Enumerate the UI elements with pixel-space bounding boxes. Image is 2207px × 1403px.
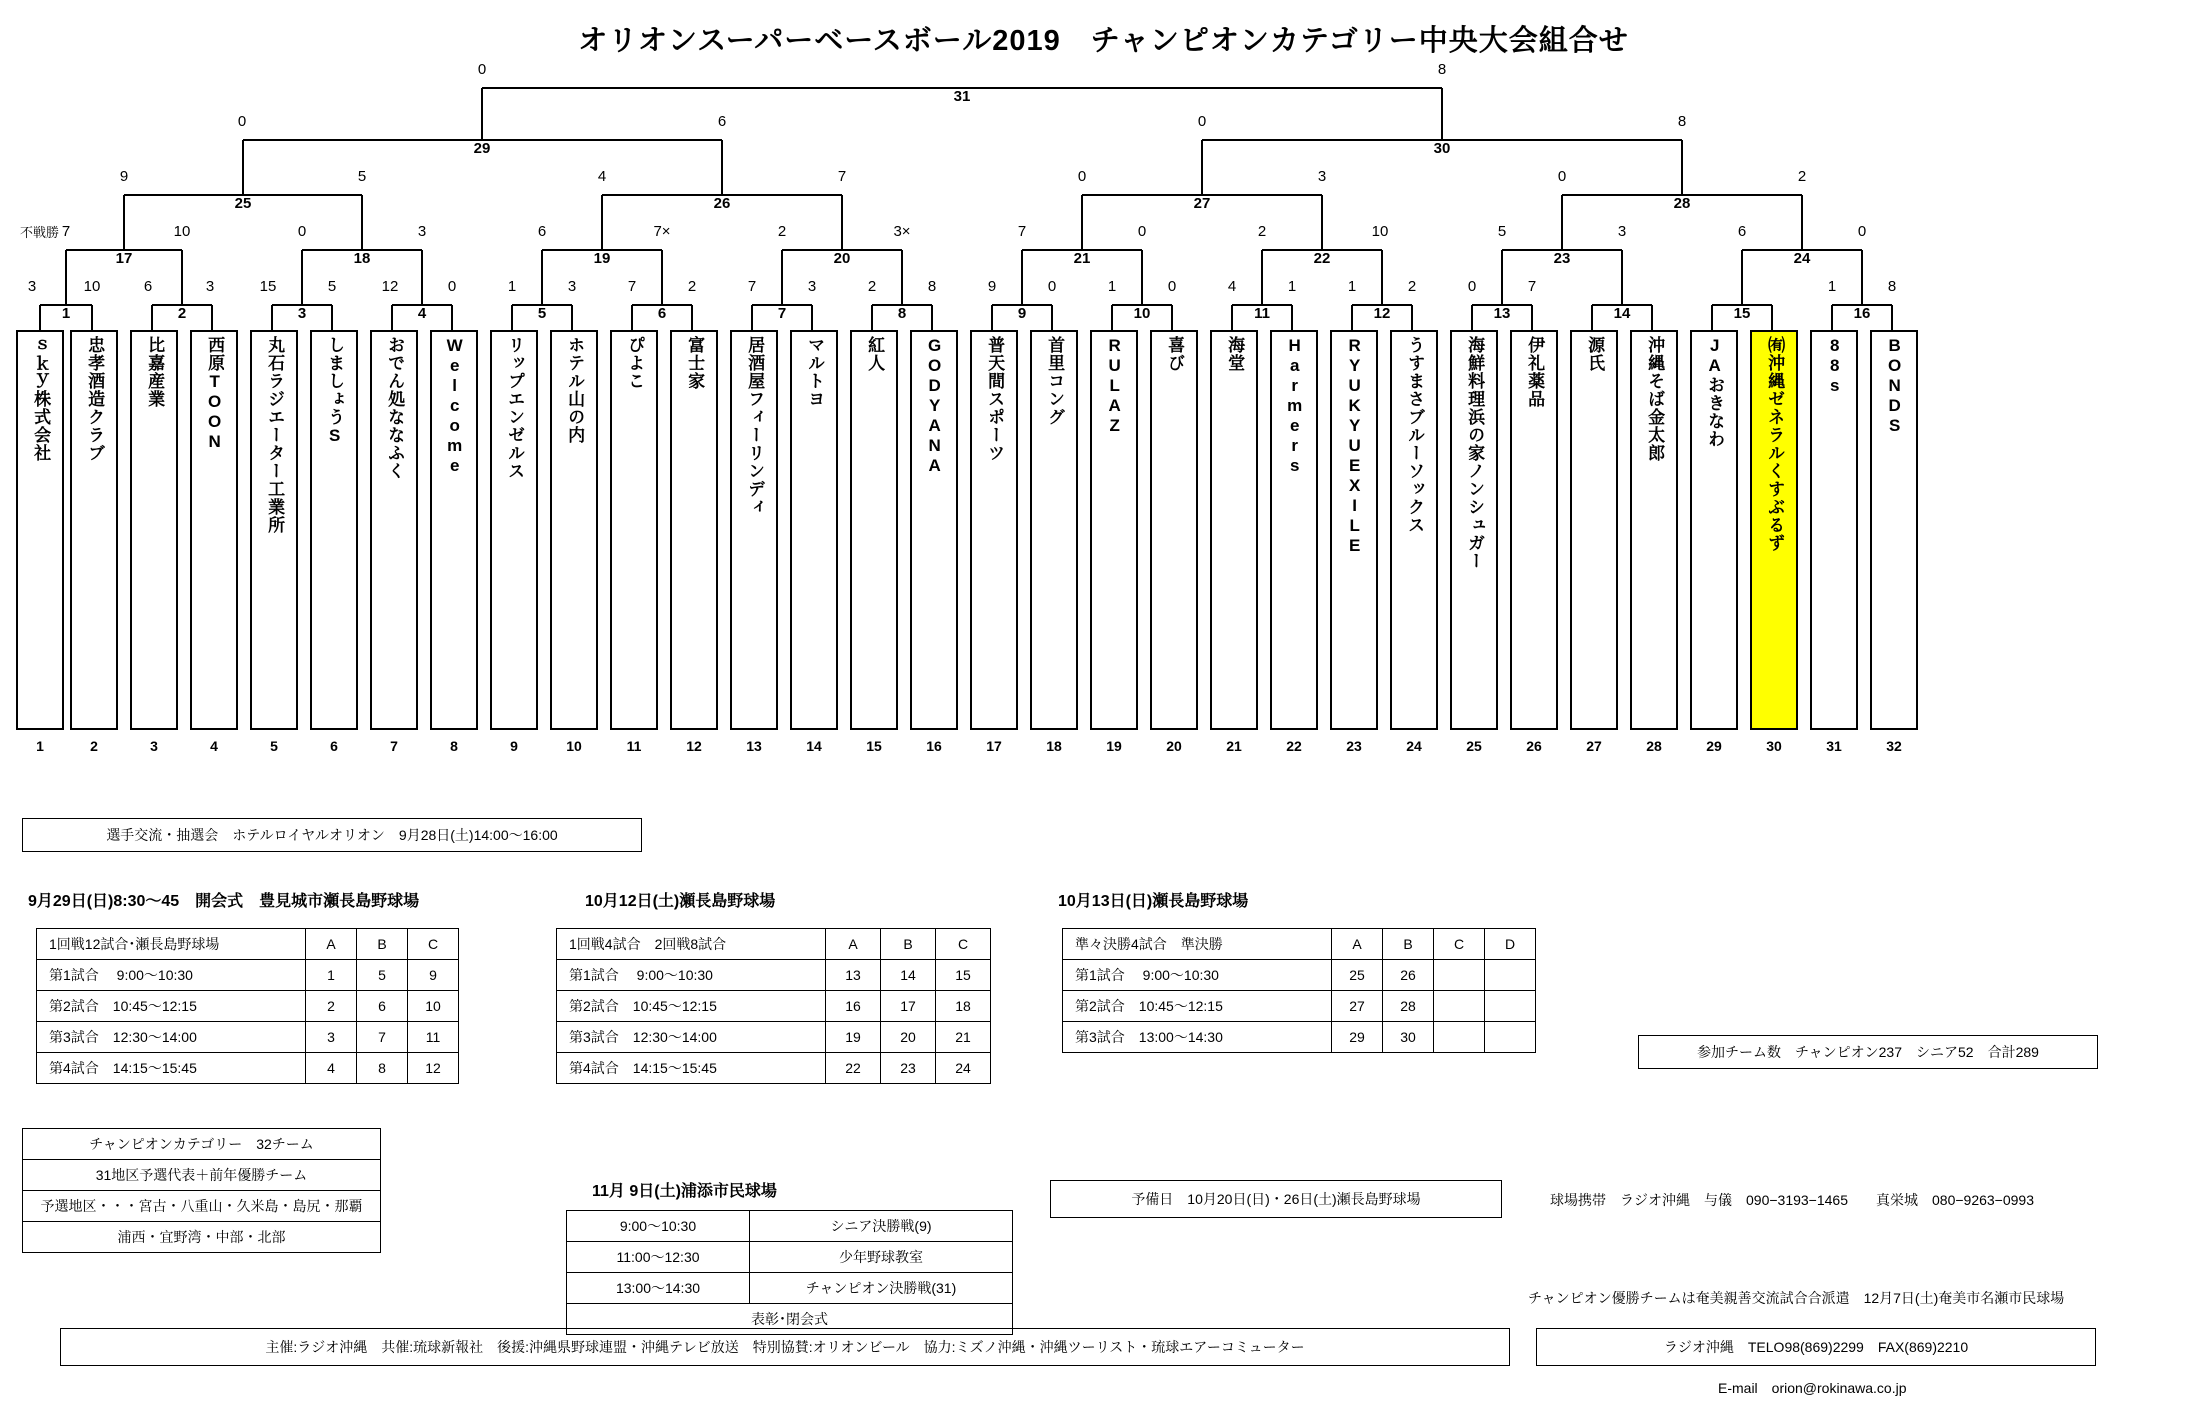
day2-table-title: 1回戦4試合 2回戦8試合 bbox=[557, 929, 826, 960]
score-r2-6-right: 10 bbox=[1371, 223, 1389, 240]
team-name: Welcome bbox=[445, 336, 465, 476]
day3-row1-label: 第1試合 9:00〜10:30 bbox=[1063, 960, 1332, 991]
day3-row2-b: 28 bbox=[1383, 991, 1434, 1022]
day1-row3-b: 7 bbox=[357, 1022, 408, 1053]
match-no-19: 19 bbox=[593, 250, 611, 267]
day1-row1-c: 9 bbox=[408, 960, 459, 991]
category-row-1: チャンピオンカテゴリー 32チーム bbox=[23, 1129, 381, 1160]
team-name: 普天間スポーツ bbox=[985, 336, 1005, 462]
table-row bbox=[567, 1242, 1013, 1273]
table-row bbox=[567, 1273, 1013, 1304]
day3-row3-a: 29 bbox=[1332, 1022, 1383, 1053]
team-name: 沖縄そば金太郎 bbox=[1645, 336, 1665, 462]
score-r1-2-right: 3 bbox=[205, 278, 215, 295]
team-no-16: 16 bbox=[926, 738, 942, 754]
team-no-10: 10 bbox=[566, 738, 582, 754]
team-no-25: 25 bbox=[1466, 738, 1482, 754]
page-title: オリオンスーパーベースボール2019 チャンピオンカテゴリー中央大会組合せ bbox=[578, 25, 1629, 57]
day1-col-c: C bbox=[408, 929, 459, 960]
team-no-22: 22 bbox=[1286, 738, 1302, 754]
day2-row2-label: 第2試合 10:45〜12:15 bbox=[557, 991, 826, 1022]
table-row bbox=[557, 1053, 991, 1084]
day3-row3-c bbox=[1434, 1022, 1485, 1053]
team-name: JAおきなわ bbox=[1705, 336, 1725, 448]
team-box-19[interactable] bbox=[1090, 330, 1138, 730]
day2-row4-c: 24 bbox=[936, 1053, 991, 1084]
nov-table bbox=[566, 1210, 1013, 1335]
team-no-14: 14 bbox=[806, 738, 822, 754]
team-name: 丸石ラジエーター工業所 bbox=[265, 336, 285, 534]
team-no-30: 30 bbox=[1766, 738, 1782, 754]
score-r1-14-left: 1 bbox=[1827, 278, 1837, 295]
team-box-4[interactable] bbox=[190, 330, 238, 730]
score-r1-10-left: 1 bbox=[1107, 278, 1117, 295]
team-box-29[interactable] bbox=[1690, 330, 1738, 730]
seed-winner-7: 7 bbox=[777, 305, 787, 322]
team-name: 海堂 bbox=[1225, 336, 1245, 372]
score-semi-2-left: 0 bbox=[1197, 113, 1207, 130]
match-no-22: 22 bbox=[1313, 250, 1331, 267]
team-no-8: 8 bbox=[450, 738, 458, 754]
score-r1-9-right: 0 bbox=[1047, 278, 1057, 295]
team-no-24: 24 bbox=[1406, 738, 1422, 754]
team-box-18[interactable] bbox=[1030, 330, 1078, 730]
day2-col-a: A bbox=[826, 929, 881, 960]
score-r1-6-right: 2 bbox=[687, 278, 697, 295]
nov-row1-event: シニア決勝戦(9) bbox=[750, 1211, 1013, 1242]
score-r1-2-left: 6 bbox=[143, 278, 153, 295]
team-box-30[interactable] bbox=[1750, 330, 1798, 730]
score-r1-1-left: 3 bbox=[27, 278, 37, 295]
table-row bbox=[37, 991, 459, 1022]
score-r2-6-left: 2 bbox=[1257, 223, 1267, 240]
day2-row2-b: 17 bbox=[881, 991, 936, 1022]
score-r1-10-right: 0 bbox=[1167, 278, 1177, 295]
team-box-23[interactable] bbox=[1330, 330, 1378, 730]
seed-winner-16: 16 bbox=[1853, 305, 1871, 322]
team-name: RYUKYUEXILE bbox=[1345, 336, 1365, 556]
team-no-18: 18 bbox=[1046, 738, 1062, 754]
team-box-20[interactable] bbox=[1150, 330, 1198, 730]
team-no-5: 5 bbox=[270, 738, 278, 754]
team-box-24[interactable] bbox=[1390, 330, 1438, 730]
nov-row2-time: 11:00〜12:30 bbox=[567, 1242, 750, 1273]
day1-row1-b: 5 bbox=[357, 960, 408, 991]
team-box-31[interactable] bbox=[1810, 330, 1858, 730]
day1-row3-a: 3 bbox=[306, 1022, 357, 1053]
footer-right: ラジオ沖縄 TELO98(869)2299 FAX(869)2210 bbox=[1536, 1328, 2096, 1366]
team-box-5[interactable] bbox=[250, 330, 298, 730]
day3-col-d: D bbox=[1485, 929, 1536, 960]
nov-heading: 11月 9日(土)浦添市民球場 bbox=[592, 1183, 777, 1200]
day3-row1-a: 25 bbox=[1332, 960, 1383, 991]
score-r1-4-left: 12 bbox=[381, 278, 399, 295]
score-r1-8-left: 2 bbox=[867, 278, 877, 295]
bye-label: 不戦勝 bbox=[20, 225, 60, 240]
score-r1-5-left: 1 bbox=[507, 278, 517, 295]
table-row bbox=[23, 1191, 381, 1222]
team-box-3[interactable] bbox=[130, 330, 178, 730]
score-r1-14-right: 8 bbox=[1887, 278, 1897, 295]
score-r1-4-right: 0 bbox=[447, 278, 457, 295]
team-no-3: 3 bbox=[150, 738, 158, 754]
day3-row2-c bbox=[1434, 991, 1485, 1022]
nov-row3-time: 13:00〜14:30 bbox=[567, 1273, 750, 1304]
team-no-9: 9 bbox=[510, 738, 518, 754]
score-r3-4-right: 2 bbox=[1797, 168, 1807, 185]
match-no-24: 24 bbox=[1793, 250, 1811, 267]
seed-winner-11: 11 bbox=[1254, 305, 1270, 322]
match-no-28: 28 bbox=[1673, 195, 1691, 212]
score-r1-11-right: 1 bbox=[1287, 278, 1297, 295]
day2-col-c: C bbox=[936, 929, 991, 960]
team-name: ｓｋｙ株式会社 bbox=[31, 336, 51, 462]
day1-row3-label: 第3試合 12:30〜14:00 bbox=[37, 1022, 306, 1053]
team-box-26[interactable] bbox=[1510, 330, 1558, 730]
day1-row4-c: 12 bbox=[408, 1053, 459, 1084]
score-r1-13-right: 7 bbox=[1527, 278, 1537, 295]
score-final-right: 8 bbox=[1437, 61, 1447, 78]
participants-box: 参加チーム数 チャンピオン237 シニア52 合計289 bbox=[1638, 1035, 2098, 1069]
seed-winner-5: 5 bbox=[537, 305, 547, 322]
score-r3-1-right: 5 bbox=[357, 168, 367, 185]
table-row bbox=[23, 1129, 381, 1160]
score-r3-2-left: 4 bbox=[597, 168, 607, 185]
score-semi-2-right: 8 bbox=[1677, 113, 1687, 130]
team-box-11[interactable] bbox=[610, 330, 658, 730]
team-box-25[interactable] bbox=[1450, 330, 1498, 730]
score-r1-1-right: 10 bbox=[83, 278, 101, 295]
day3-row2-d bbox=[1485, 991, 1536, 1022]
score-r1-7-left: 7 bbox=[747, 278, 757, 295]
table-row bbox=[23, 1222, 381, 1253]
team-box-7[interactable] bbox=[370, 330, 418, 730]
score-r1-12-right: 2 bbox=[1407, 278, 1417, 295]
team-no-13: 13 bbox=[746, 738, 762, 754]
team-no-17: 17 bbox=[986, 738, 1002, 754]
match-no-25: 25 bbox=[234, 195, 252, 212]
team-name: 首里コング bbox=[1045, 336, 1065, 426]
footer-email: E-mail orion@rokinawa.co.jp bbox=[1718, 1380, 1907, 1396]
table-row bbox=[567, 1211, 1013, 1242]
team-name: うすまさブルーソックス bbox=[1405, 336, 1425, 534]
team-name: 忠孝酒造クラブ bbox=[85, 336, 105, 462]
team-no-31: 31 bbox=[1826, 738, 1842, 754]
team-name: ホテル山の内 bbox=[565, 336, 585, 444]
team-name: 富士家 bbox=[685, 336, 705, 390]
nov-row1-time: 9:00〜10:30 bbox=[567, 1211, 750, 1242]
day1-table-title: 1回戦12試合･瀬長島野球場 bbox=[37, 929, 306, 960]
team-box-27[interactable] bbox=[1570, 330, 1618, 730]
day1-row2-a: 2 bbox=[306, 991, 357, 1022]
table-row bbox=[37, 960, 459, 991]
team-no-29: 29 bbox=[1706, 738, 1722, 754]
category-box bbox=[22, 1128, 381, 1253]
nov-row4-event: 表彰･閉会式 bbox=[567, 1304, 1013, 1335]
team-box-8[interactable] bbox=[430, 330, 478, 730]
tournament-bracket bbox=[0, 60, 2207, 790]
day2-row3-b: 20 bbox=[881, 1022, 936, 1053]
score-semi-1-left: 0 bbox=[237, 113, 247, 130]
score-r1-5-right: 3 bbox=[567, 278, 577, 295]
match-no-17: 17 bbox=[115, 250, 133, 267]
day1-row2-label: 第2試合 10:45〜12:15 bbox=[37, 991, 306, 1022]
team-box-16[interactable] bbox=[910, 330, 958, 730]
table-row bbox=[557, 960, 991, 991]
team-no-2: 2 bbox=[90, 738, 98, 754]
day3-row1-b: 26 bbox=[1383, 960, 1434, 991]
table-row bbox=[37, 1022, 459, 1053]
score-r3-1-left: 9 bbox=[119, 168, 129, 185]
score-r2-1-left: 7 bbox=[61, 223, 71, 240]
day2-row1-b: 14 bbox=[881, 960, 936, 991]
team-no-23: 23 bbox=[1346, 738, 1362, 754]
day2-row4-a: 22 bbox=[826, 1053, 881, 1084]
day1-table bbox=[36, 928, 459, 1084]
team-no-11: 11 bbox=[626, 738, 642, 754]
table-row bbox=[1063, 991, 1536, 1022]
match-no-26: 26 bbox=[713, 195, 731, 212]
score-r1-11-left: 4 bbox=[1227, 278, 1237, 295]
team-name: しましょうS bbox=[325, 336, 345, 446]
seed-winner-14: 14 bbox=[1613, 305, 1631, 322]
team-name: マルトヨ bbox=[805, 336, 825, 408]
table-row bbox=[23, 1160, 381, 1191]
team-box-10[interactable] bbox=[550, 330, 598, 730]
team-no-19: 19 bbox=[1106, 738, 1122, 754]
match-no-30: 30 bbox=[1433, 140, 1451, 157]
score-r2-7-right: 3 bbox=[1617, 223, 1627, 240]
score-r2-7-left: 5 bbox=[1497, 223, 1507, 240]
footer-left: 主催:ラジオ沖縄 共催:琉球新報社 後援:沖縄県野球連盟・沖縄テレビ放送 特別協賛:オリオンビール 協力:ミズノ沖縄・沖縄ツーリスト・琉球エアーコミューター bbox=[60, 1328, 1510, 1366]
day2-row1-c: 15 bbox=[936, 960, 991, 991]
score-final-left: 0 bbox=[477, 61, 487, 78]
team-box-6[interactable] bbox=[310, 330, 358, 730]
nov-row2-event: 少年野球教室 bbox=[750, 1242, 1013, 1273]
team-no-12: 12 bbox=[686, 738, 702, 754]
team-name: 88s bbox=[1825, 336, 1845, 396]
day2-row2-a: 16 bbox=[826, 991, 881, 1022]
score-r2-3-left: 6 bbox=[537, 223, 547, 240]
score-r2-8-left: 6 bbox=[1737, 223, 1747, 240]
team-no-15: 15 bbox=[866, 738, 882, 754]
score-r1-9-left: 9 bbox=[987, 278, 997, 295]
table-row bbox=[557, 991, 991, 1022]
day1-heading: 9月29日(日)8:30〜45 開会式 豊見城市瀬長島野球場 bbox=[28, 893, 420, 910]
score-r1-13-left: 0 bbox=[1467, 278, 1477, 295]
team-box-1[interactable] bbox=[16, 330, 64, 730]
day1-col-a: A bbox=[306, 929, 357, 960]
score-r3-3-left: 0 bbox=[1077, 168, 1087, 185]
team-box-12[interactable] bbox=[670, 330, 718, 730]
score-r1-3-left: 15 bbox=[259, 278, 277, 295]
seed-winner-8: 8 bbox=[897, 305, 907, 322]
day3-col-b: B bbox=[1383, 929, 1434, 960]
seed-winner-12: 12 bbox=[1373, 305, 1391, 322]
score-r2-2-right: 3 bbox=[417, 223, 427, 240]
score-r2-1-right: 10 bbox=[173, 223, 191, 240]
category-row-4: 浦西・宜野湾・中部・北部 bbox=[23, 1222, 381, 1253]
team-name: GODYANA bbox=[925, 336, 945, 476]
score-r1-3-right: 5 bbox=[327, 278, 337, 295]
table-row bbox=[1063, 960, 1536, 991]
team-box-2[interactable] bbox=[70, 330, 118, 730]
team-name: おでん処ななふく bbox=[385, 336, 405, 480]
day2-row4-label: 第4試合 14:15〜15:45 bbox=[557, 1053, 826, 1084]
stadium-phone: 球場携帯 ラジオ沖縄 与儀 090−3193−1465 真栄城 080−9263−0993 bbox=[1550, 1192, 2034, 1208]
category-row-3: 予選地区・・・宮古・八重山・久米島・島尻・那覇 bbox=[23, 1191, 381, 1222]
seed-winner-13: 13 bbox=[1493, 305, 1511, 322]
day1-row4-label: 第4試合 14:15〜15:45 bbox=[37, 1053, 306, 1084]
team-no-4: 4 bbox=[210, 738, 218, 754]
day2-col-b: B bbox=[881, 929, 936, 960]
team-name: ㈲沖縄ゼネラルくすぶるず bbox=[1765, 336, 1785, 552]
day2-heading: 10月12日(土)瀬長島野球場 bbox=[585, 893, 776, 910]
day3-row1-c bbox=[1434, 960, 1485, 991]
champion-note: チャンピオン優勝チームは奄美親善交流試合合派遣 12月7日(土)奄美市名瀬市民球場 bbox=[1528, 1290, 2065, 1306]
team-box-9[interactable] bbox=[490, 330, 538, 730]
score-r2-2-left: 0 bbox=[297, 223, 307, 240]
day1-row2-c: 10 bbox=[408, 991, 459, 1022]
score-r3-3-right: 3 bbox=[1317, 168, 1327, 185]
score-r1-12-left: 1 bbox=[1347, 278, 1357, 295]
day3-row3-d bbox=[1485, 1022, 1536, 1053]
reserve-day-box: 予備日 10月20日(日)・26日(土)瀬長島野球場 bbox=[1050, 1180, 1502, 1218]
team-name: リップエンゼルス bbox=[505, 336, 525, 480]
table-row bbox=[557, 1022, 991, 1053]
team-name: 居酒屋フィーリンディ bbox=[745, 336, 765, 516]
team-no-6: 6 bbox=[330, 738, 338, 754]
day1-col-b: B bbox=[357, 929, 408, 960]
team-no-20: 20 bbox=[1166, 738, 1182, 754]
team-no-28: 28 bbox=[1646, 738, 1662, 754]
day2-row2-c: 18 bbox=[936, 991, 991, 1022]
team-name: RULAZ bbox=[1105, 336, 1125, 436]
score-r1-8-right: 8 bbox=[927, 278, 937, 295]
team-no-7: 7 bbox=[390, 738, 398, 754]
day1-row4-b: 8 bbox=[357, 1053, 408, 1084]
match-no-27: 27 bbox=[1193, 195, 1211, 212]
score-semi-1-right: 6 bbox=[717, 113, 727, 130]
team-box-13[interactable] bbox=[730, 330, 778, 730]
day2-row3-label: 第3試合 12:30〜14:00 bbox=[557, 1022, 826, 1053]
day3-table bbox=[1062, 928, 1536, 1053]
day1-row3-c: 11 bbox=[408, 1022, 459, 1053]
seed-winner-2: 2 bbox=[177, 305, 187, 322]
score-r3-4-left: 0 bbox=[1557, 168, 1567, 185]
seed-winner-6: 6 bbox=[657, 305, 667, 322]
team-no-26: 26 bbox=[1526, 738, 1542, 754]
team-name: 紅人 bbox=[865, 336, 885, 372]
day3-row3-label: 第3試合 13:00〜14:30 bbox=[1063, 1022, 1332, 1053]
seed-winner-4: 4 bbox=[417, 305, 427, 322]
day1-row4-a: 4 bbox=[306, 1053, 357, 1084]
team-box-15[interactable] bbox=[850, 330, 898, 730]
team-no-32: 32 bbox=[1886, 738, 1902, 754]
seed-winner-9: 9 bbox=[1017, 305, 1027, 322]
team-box-21[interactable] bbox=[1210, 330, 1258, 730]
info-bar: 選手交流・抽選会 ホテルロイヤルオリオン 9月28日(土)14:00〜16:00 bbox=[22, 818, 642, 852]
score-r3-2-right: 7 bbox=[837, 168, 847, 185]
score-r2-5-right: 0 bbox=[1137, 223, 1147, 240]
team-box-22[interactable] bbox=[1270, 330, 1318, 730]
team-name: BONDS bbox=[1885, 336, 1905, 436]
day2-row1-a: 13 bbox=[826, 960, 881, 991]
team-box-32[interactable] bbox=[1870, 330, 1918, 730]
day1-row2-b: 6 bbox=[357, 991, 408, 1022]
match-no-21: 21 bbox=[1073, 250, 1091, 267]
team-name: 比嘉産業 bbox=[145, 336, 165, 408]
table-row bbox=[1063, 1022, 1536, 1053]
score-r2-5-left: 7 bbox=[1017, 223, 1027, 240]
score-r2-4-right: 3× bbox=[893, 223, 911, 240]
day2-row3-c: 21 bbox=[936, 1022, 991, 1053]
nov-row3-event: チャンピオン決勝戦(31) bbox=[750, 1273, 1013, 1304]
day3-row2-label: 第2試合 10:45〜12:15 bbox=[1063, 991, 1332, 1022]
match-no-23: 23 bbox=[1553, 250, 1571, 267]
day3-row3-b: 30 bbox=[1383, 1022, 1434, 1053]
category-row-2: 31地区予選代表＋前年優勝チーム bbox=[23, 1160, 381, 1191]
score-r2-3-right: 7× bbox=[653, 223, 671, 240]
day3-col-c: C bbox=[1434, 929, 1485, 960]
team-name: 海鮮料理浜の家ノンシュガー bbox=[1465, 336, 1485, 570]
match-no-20: 20 bbox=[833, 250, 851, 267]
day2-table bbox=[556, 928, 991, 1084]
match-no-29: 29 bbox=[473, 140, 491, 157]
seed-winner-3: 3 bbox=[297, 305, 307, 322]
day2-row3-a: 19 bbox=[826, 1022, 881, 1053]
team-box-17[interactable] bbox=[970, 330, 1018, 730]
team-name: ぴよこ bbox=[625, 336, 645, 390]
day3-table-title: 準々決勝4試合 準決勝 bbox=[1063, 929, 1332, 960]
team-box-28[interactable] bbox=[1630, 330, 1678, 730]
day3-row2-a: 27 bbox=[1332, 991, 1383, 1022]
day2-row4-b: 23 bbox=[881, 1053, 936, 1084]
day1-row1-label: 第1試合 9:00〜10:30 bbox=[37, 960, 306, 991]
team-box-14[interactable] bbox=[790, 330, 838, 730]
day2-row1-label: 第1試合 9:00〜10:30 bbox=[557, 960, 826, 991]
day3-row1-d bbox=[1485, 960, 1536, 991]
seed-winner-1: 1 bbox=[61, 305, 71, 322]
team-name: Harmers bbox=[1285, 336, 1305, 476]
seed-winner-10: 10 bbox=[1133, 305, 1151, 322]
score-r2-4-left: 2 bbox=[777, 223, 787, 240]
team-no-27: 27 bbox=[1586, 738, 1602, 754]
team-name: 西原TOON bbox=[205, 336, 225, 452]
team-name: 喜び bbox=[1165, 336, 1185, 372]
score-r2-8-right: 0 bbox=[1857, 223, 1867, 240]
table-row bbox=[37, 1053, 459, 1084]
seed-winner-15: 15 bbox=[1733, 305, 1751, 322]
day1-row1-a: 1 bbox=[306, 960, 357, 991]
day3-heading: 10月13日(日)瀬長島野球場 bbox=[1058, 893, 1249, 910]
team-no-21: 21 bbox=[1226, 738, 1242, 754]
team-name: 伊礼薬品 bbox=[1525, 336, 1545, 408]
day3-col-a: A bbox=[1332, 929, 1383, 960]
match-no-31: 31 bbox=[953, 88, 971, 105]
match-no-18: 18 bbox=[353, 250, 371, 267]
team-name: 源氏 bbox=[1585, 336, 1605, 372]
score-r1-7-right: 3 bbox=[807, 278, 817, 295]
team-no-1: 1 bbox=[36, 738, 44, 754]
score-r1-6-left: 7 bbox=[627, 278, 637, 295]
